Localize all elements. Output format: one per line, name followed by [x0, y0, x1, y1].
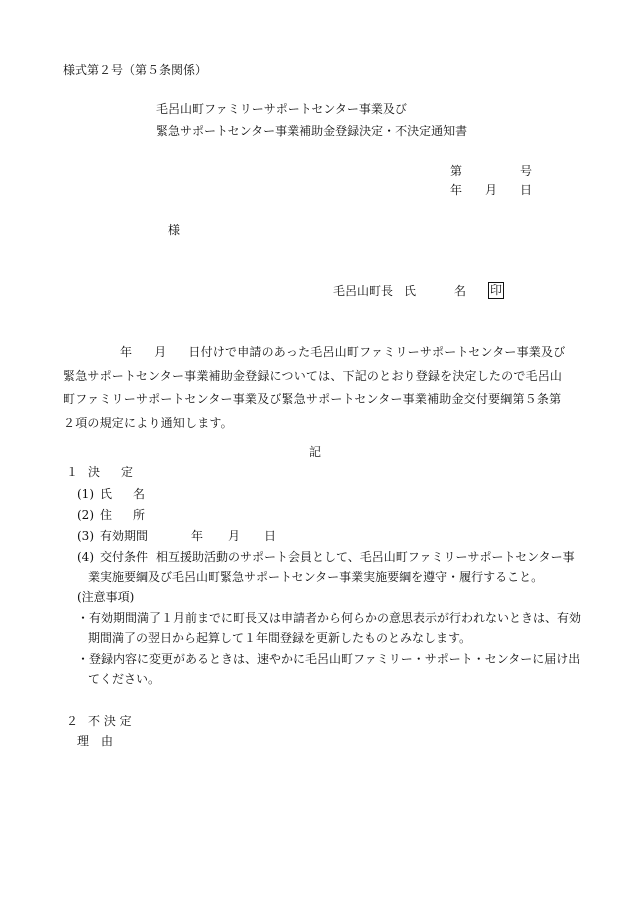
document-title-line2: 緊急サポートセンター事業補助金登録決定・不決定通知書	[156, 124, 468, 138]
doc-number-prefix: 第	[450, 164, 463, 178]
body-year: 年	[120, 345, 133, 359]
body-paragraph	[63, 341, 571, 435]
doc-number-suffix: 号	[520, 164, 533, 178]
item3-day: 日	[264, 529, 277, 543]
item1-label-a: 氏	[100, 487, 113, 501]
item4-label: 交付条件	[100, 550, 149, 564]
item4-text-line2: 業実施要綱及び毛呂山町緊急サポートセンター事業実施要綱を遵守・履行すること。	[88, 570, 544, 584]
issuer-mei: 名	[454, 284, 467, 298]
section2-reason-label: 理 由	[77, 734, 114, 748]
issuer-shi: 氏	[404, 284, 417, 298]
item2-label-b: 所	[133, 508, 146, 522]
item1-number: (1)	[77, 487, 94, 501]
item3-number: (3)	[77, 529, 94, 543]
section2-number: ２	[66, 714, 79, 728]
note2-line1: ・登録内容に変更があるときは、速やかに毛呂山町ファミリー・サポート・センターに届け出	[77, 652, 581, 666]
date-year: 年	[450, 183, 463, 197]
ki-heading: 記	[309, 445, 322, 459]
body-month: 月	[154, 345, 167, 359]
date-day: 日	[520, 183, 533, 197]
note1-line2: 期間満了の翌日から起算して１年間登録を更新したものとみなします。	[88, 631, 472, 645]
document-title-line1: 毛呂山町ファミリーサポートセンター事業及び	[156, 102, 407, 116]
addressee-suffix: 様	[168, 223, 181, 237]
section1-number: １	[66, 465, 79, 479]
item3-year: 年	[191, 529, 204, 543]
item4-number: (4)	[77, 550, 94, 564]
issuer-title: 毛呂山町長	[333, 284, 394, 298]
form-number: 様式第２号（第５条関係）	[63, 63, 208, 77]
item3-month: 月	[228, 529, 241, 543]
body-text: 日付けで申請のあった毛呂山町ファミリーサポートセンター事業及び緊急サポートセンター事業補助金登録については、下記のとおり登録を決定したので毛呂山町ファミリーサポートセンター事業及び緊急サポートセンター事業補助金交付要綱第５条第２項の規定により通知します。	[63, 345, 566, 430]
section1-heading-a: 決	[88, 465, 101, 479]
notes-heading: (注意事項)	[77, 590, 135, 604]
note1-line1: ・有効期間満了１月前までに町長又は申請者から何らかの意思表示が行われないときは、有効	[77, 611, 582, 625]
section1-heading-b: 定	[121, 465, 134, 479]
note2-line2: てください。	[88, 672, 161, 686]
item2-number: (2)	[77, 508, 94, 522]
item3-label: 有効期間	[100, 529, 149, 543]
section2-heading: 不 決 定	[88, 714, 132, 728]
item1-label-b: 名	[133, 487, 146, 501]
item2-label-a: 住	[100, 508, 113, 522]
date-month: 月	[485, 183, 498, 197]
item4-text-line1: 相互援助活動のサポート会員として、毛呂山町ファミリーサポートセンター事	[156, 550, 575, 564]
seal-mark: 印	[490, 283, 503, 297]
